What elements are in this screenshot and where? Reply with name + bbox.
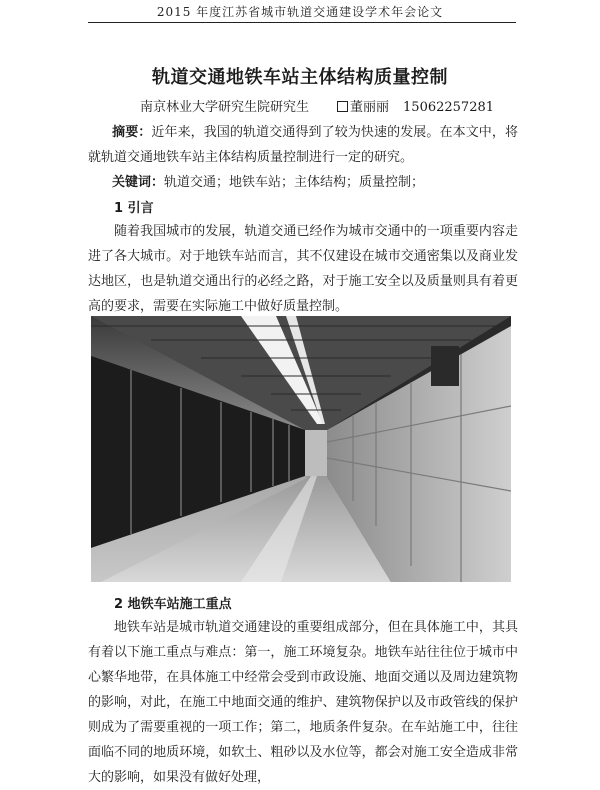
abstract	[88, 120, 518, 170]
abstract-text: 近年来，我国的轨道交通得到了较为快速的发展。在本文中，将就轨道交通地铁车站主体结构质量控制进行一定的研究。	[88, 125, 518, 165]
author-phone: 15062257281	[403, 100, 495, 115]
paper-title: 轨道交通地铁车站主体结构质量控制	[152, 67, 448, 88]
author-name: 董丽丽	[350, 100, 390, 115]
abstract-label: 摘要：	[112, 125, 152, 140]
section-2-paragraph: 地铁车站是城市轨道交通建设的重要组成部分，但在具体施工中，其具有着以下施工重点与难点：第一，施工环境复杂。地铁车站往往位于城市中心繁华地带，在具体施工中经常会受到市政设施、地面交通以及周边建筑物的影响，对此，在施工中地面交通的维护、建筑物保护以及市政管线的保护则成为了需要重视的一项工作；第二，地质条件复杂。在车站施工中，往往面临不同的地质环境，如软土、粗砂以及水位等，都会对施工安全造成非常大的影响，如果没有做好处理，	[88, 620, 518, 785]
section-1-paragraph: 随着我国城市的发展，轨道交通已经作为城市交通中的一项重要内容走进了各大城市。对于地铁车站而言，其不仅建设在城市交通密集以及商业发达地区，也是轨道交通出行的必经之路，对于施工安全以及质量则具有着更高的要求，需要在实际施工中做好质量控制。	[88, 224, 518, 314]
keywords	[88, 170, 518, 195]
running-head: 2015 年度江苏省城市轨道交通建设学术年会论文	[156, 5, 444, 19]
author-line	[140, 96, 540, 115]
section-1-heading: 1 引言	[114, 201, 154, 216]
section-2-heading: 2 地铁车站施工重点	[114, 597, 232, 612]
header-rule	[88, 22, 516, 23]
subway-platform-photo	[91, 316, 511, 582]
keywords-text: 轨道交通；地铁车站；主体结构；质量控制；	[164, 175, 425, 190]
author-affiliation: 南京林业大学研究生院研究生	[140, 100, 310, 115]
checkbox-square-icon	[337, 101, 348, 112]
keywords-label: 关键词：	[112, 175, 165, 190]
